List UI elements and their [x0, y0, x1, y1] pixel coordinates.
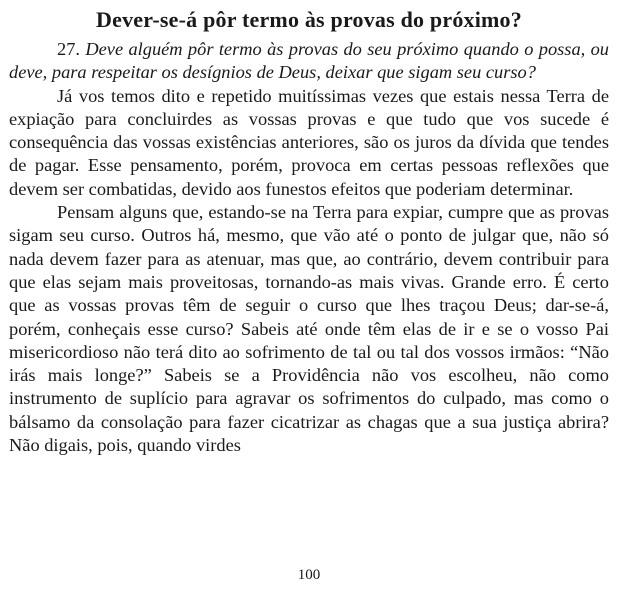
- question-text: Deve alguém pôr termo às provas do seu próximo quando o possa, ou deve, para respeitar os desígnios de Deus, deixar que sigam seu curso?: [9, 39, 609, 83]
- answer-paragraph-1: Já vos temos dito e repetido muitíssimas vezes que estais nessa Terra de expiação para concluirdes as vossas provas e que tudo que vos sucede é consequência das vossas existências anteriores, são os juros da dívida que tendes de pagar. Esse pensamento, porém, provoca em certas pessoas reflexões que devem ser combatidas, devido aos funestos efeitos que poderiam determinar.: [9, 85, 609, 199]
- answer-paragraph-2: Pensam alguns que, estando-se na Terra para expiar, cumpre que as provas sigam seu curso. Outros há, mesmo, que vão até o ponto de julgar que, não só nada devem fazer para as atenuar, mas que, ao contrário, devem contribuir para que elas sejam mais proveitosas, tornando-as mais vivas. Grande erro. É certo que as vossas provas têm de seguir o curso que lhes traçou Deus; dar-se-á, porém, conheçais esse curso? Sabeis até onde têm elas de ir e se o vosso Pai misericordioso não terá dito ao sofrimento de tal ou tal dos vossos irmãos: “Não irás mais longe?” Sabeis se a Providência não vos escolheu, não como instrumento de suplício para agravar os sofrimentos do culpado, mas como o bálsamo da consolação para fazer cicatrizar as chagas que a sua justiça abrira? Não digais, pois, quando virdes: [9, 202, 609, 456]
- question-number: 27.: [57, 39, 80, 59]
- question-paragraph: [9, 38, 609, 85]
- page-number: 100: [297, 567, 321, 583]
- page-body: [9, 6, 609, 457]
- section-heading: Dever-se-á pôr termo às provas do próximo?: [96, 7, 522, 32]
